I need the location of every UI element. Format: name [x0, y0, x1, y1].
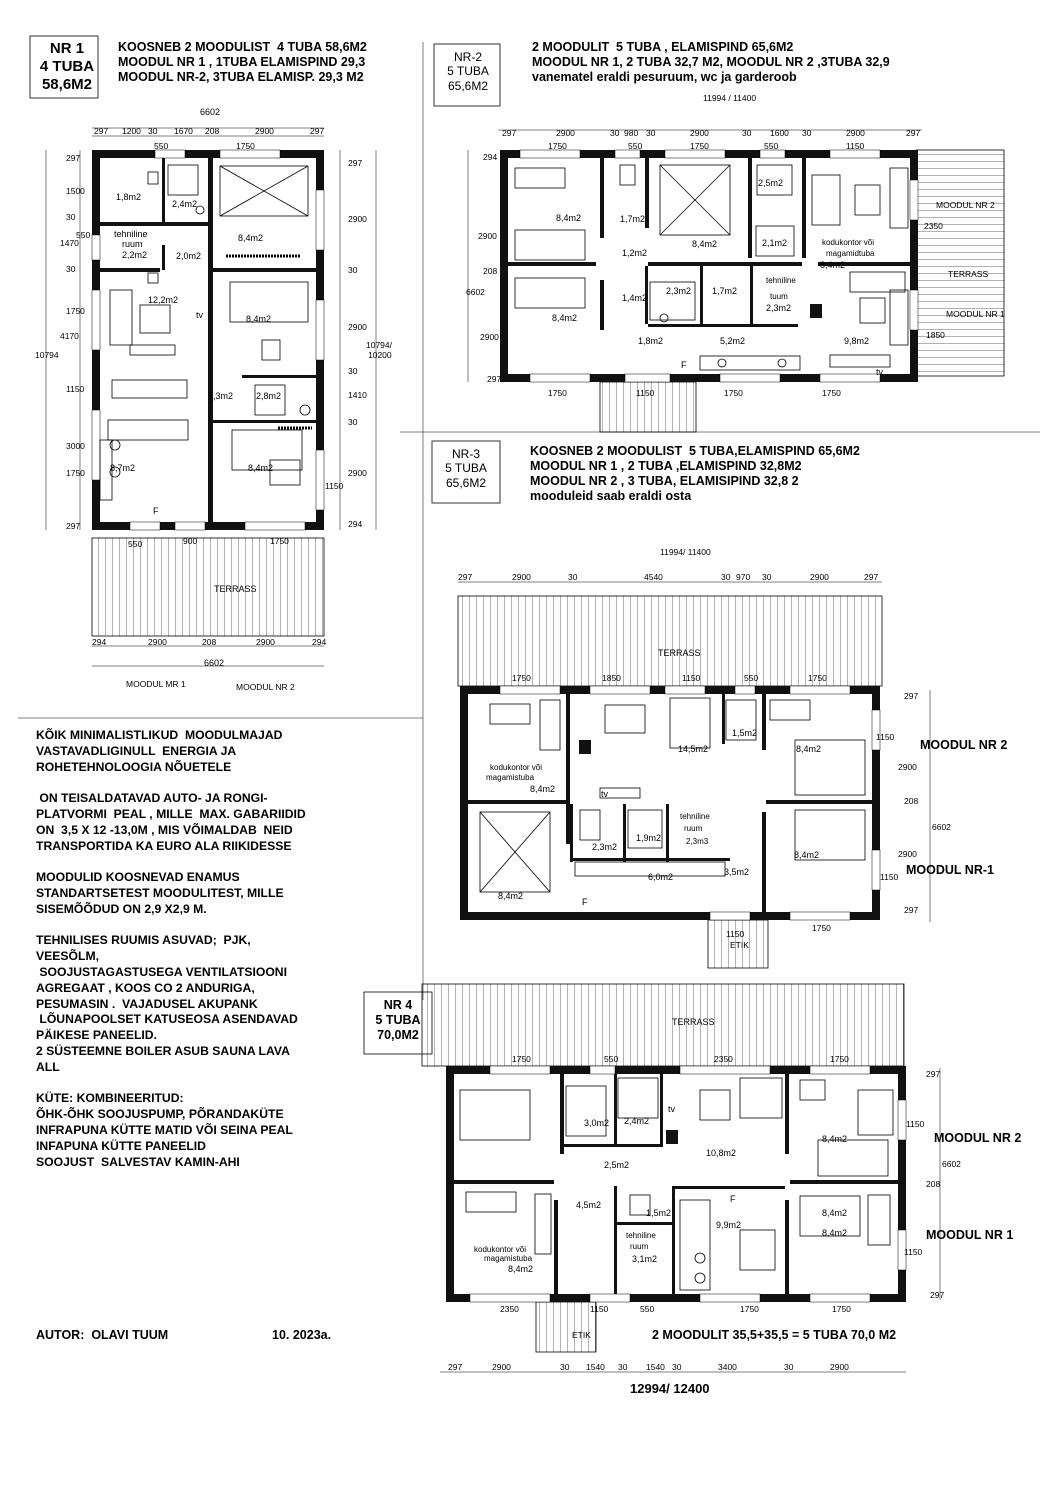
dimension-label: 297	[94, 126, 109, 136]
room-label: 1,8m2	[116, 192, 142, 202]
dimension-label: 2350	[924, 221, 943, 231]
room-label: 8,4m2	[498, 891, 524, 901]
dimension-label: 3000	[66, 441, 85, 451]
room-label: 8,4m2	[822, 1208, 848, 1218]
note-line: PÄIKESE PANEELID.	[36, 1028, 157, 1043]
dimension-label: 550	[604, 1054, 619, 1064]
dimension-label: 297	[458, 572, 473, 582]
room-label: magamidtuba	[826, 249, 875, 258]
dimension-label: 294	[483, 152, 498, 162]
notes-block	[36, 728, 306, 1170]
room-label: 2,5m2	[604, 1160, 630, 1170]
room-label: 8,4m2	[794, 850, 820, 860]
room-label: 2,8m2	[256, 391, 282, 401]
dimension-label: 297	[310, 126, 325, 136]
dimension-label: 2900	[846, 128, 865, 138]
dimension-label: 1750	[740, 1304, 759, 1314]
dimension-label: 1750	[822, 388, 841, 398]
dimension-label: 2900	[556, 128, 575, 138]
terrace-label: TERRASS	[672, 1017, 715, 1027]
dimension-label: 550	[764, 141, 779, 151]
room-label: F	[681, 360, 687, 370]
room-label: 1,5m2	[732, 728, 758, 738]
dimension-label: 1750	[808, 673, 827, 683]
room-label: tehniline	[114, 229, 148, 239]
room-label: 1,9m2	[636, 833, 662, 843]
room-label: 2,5m2	[758, 178, 784, 188]
module-label: MOODUL MR 1	[126, 679, 186, 689]
dimension-label: 1750	[66, 468, 85, 478]
room-label: kodukontor või	[490, 763, 543, 772]
dimension-label: 2900	[690, 128, 709, 138]
dimension-label: 10794/	[366, 340, 392, 350]
dimension-label: 30	[721, 572, 731, 582]
room-label: ruum	[122, 239, 143, 249]
room-label: 2,4m2	[172, 199, 198, 209]
note-line: AGREGAAT , KOOS CO 2 ANDURIGA,	[36, 980, 255, 995]
plan3-header-line: mooduleid saab eraldi osta	[530, 489, 692, 503]
total-dimension: 6602	[200, 107, 221, 117]
plan3-header	[530, 444, 860, 504]
plan2-header	[532, 40, 890, 85]
plan2-header-line: MOODUL NR 1, 2 TUBA 32,7 M2, MOODUL NR 2 ,3TUBA 32,9	[532, 55, 890, 69]
note-line: LÕUNAPOOLSET KATUSEOSA ASENDAVAD	[36, 1012, 298, 1027]
dimension-label: 1750	[832, 1304, 851, 1314]
dimension-label: 2900	[348, 322, 367, 332]
room-label: 3,5m2	[724, 867, 750, 877]
dimension-label: 1750	[236, 141, 255, 151]
dimension-label: 297	[66, 153, 81, 163]
dimension-label: 1470	[60, 238, 79, 248]
room-label: tv	[668, 1104, 676, 1114]
room-label: 8,4m2	[556, 213, 582, 223]
dimension-label: 3400	[718, 1362, 737, 1372]
dimension-label: 2900	[478, 231, 497, 241]
room-label: 8,4m2	[238, 233, 264, 243]
room-label: 1,3m2	[208, 391, 234, 401]
dimension-label: 1150	[876, 732, 895, 742]
note-line: ON 3,5 X 12 -13,0M , MIS VÕIMALDAB NEID	[36, 822, 293, 837]
dimension-label: 208	[202, 637, 217, 647]
dimension-label: 297	[906, 128, 921, 138]
note-line	[36, 775, 306, 791]
dimension-label: 6602	[942, 1159, 961, 1169]
dimension-label: 970	[736, 572, 751, 582]
room-label: F	[730, 1194, 736, 1204]
dimension-label: 1600	[770, 128, 789, 138]
dimension-label: 550	[154, 141, 169, 151]
dimension-label: 294	[312, 637, 327, 647]
module-label: MOODUL NR 2	[936, 200, 995, 210]
dimension-label: 30	[348, 366, 358, 376]
dimension-label: 980	[624, 128, 639, 138]
total-dimension: 11994/ 11400	[660, 547, 711, 557]
room-label: 9,9m2	[716, 1220, 742, 1230]
plan4-total-dimension: 12994/ 12400	[630, 1381, 710, 1396]
room-label: 2,1m2	[762, 238, 788, 248]
room-label: 8,4m2	[692, 239, 718, 249]
dimension-label: 4540	[644, 572, 663, 582]
dimension-label: 1200	[122, 126, 141, 136]
plan4-title-line: 70,0M2	[377, 1028, 419, 1042]
plan3-title-line: 5 TUBA	[445, 461, 487, 476]
dimension-label: 1750	[690, 141, 709, 151]
plan2-header-line: 2 MOODULIT 5 TUBA , ELAMISPIND 65,6M2	[532, 40, 794, 54]
plan1-header-line: KOOSNEB 2 MOODULIST 4 TUBA 58,6M2	[118, 40, 367, 54]
dimension-label: 1750	[512, 1054, 531, 1064]
dimension-label: 1150	[846, 141, 865, 151]
room-label: tv	[601, 789, 609, 799]
dimension-label: 1150	[906, 1119, 925, 1129]
room-label: F	[582, 897, 588, 907]
room-label: 8,4m2	[530, 784, 556, 794]
note-line: PLATVORMI PEAL , MILLE MAX. GABARIIDID	[36, 806, 306, 821]
note-line: SOOJUSTAGASTUSEGA VENTILATSIOONI	[36, 964, 287, 979]
room-label: 3,0m2	[584, 1118, 610, 1128]
plan2-title-line: NR-2	[453, 50, 482, 64]
room-label: magamistuba	[486, 773, 535, 782]
module-label: MOODUL NR 1	[926, 1228, 1014, 1242]
dimension-label: 550	[640, 1304, 655, 1314]
dimension-label: 2350	[714, 1054, 733, 1064]
note-line: VASTAVADLIGINULL ENERGIA JA	[36, 743, 237, 758]
dimension-label: 550	[628, 141, 643, 151]
room-label: 2,3m2	[766, 303, 792, 313]
terrace-label: TERRASS	[948, 269, 989, 279]
note-line: ALL	[36, 1059, 60, 1074]
dimension-label: 550	[76, 230, 91, 240]
room-label: 12,2m2	[148, 295, 179, 305]
plan2-title-line: 65,6M2	[447, 78, 489, 93]
dimension-label: 30	[672, 1362, 682, 1372]
dimension-label: 550	[128, 539, 143, 549]
room-label: magamistuba	[484, 1254, 533, 1263]
note-line: INFRAPUNA KÜTTE MATID VÕI SEINA PEAL	[36, 1122, 293, 1137]
room-label: 1,7m2	[712, 286, 738, 296]
plan4-summary: 2 MOODULIT 35,5+35,5 = 5 TUBA 70,0 M2	[652, 1328, 897, 1342]
dimension-label: 1150	[636, 388, 655, 398]
dimension-label: 1540	[646, 1362, 665, 1372]
dimension-label: 10794	[35, 350, 59, 360]
dimension-label: 2900	[512, 572, 531, 582]
note-line: KÜTE: KOMBINEERITUD:	[36, 1091, 184, 1106]
total-dimension: 6602	[204, 658, 225, 668]
dimension-label: 1750	[724, 388, 743, 398]
terrace-label: TERRASS	[214, 584, 257, 594]
dimension-label: 1750	[66, 306, 85, 316]
total-dimension: 11994 / 11400	[703, 93, 757, 103]
dimension-label: 1750	[830, 1054, 849, 1064]
room-label: tehniline	[680, 812, 710, 821]
dimension-label: 30	[802, 128, 812, 138]
room-label: 8,4m2	[822, 1228, 848, 1238]
dimension-label: 30	[348, 265, 358, 275]
dimension-label: 1150	[880, 872, 899, 882]
note-line: ÕHK-ÕHK SOOJUSPUMP, PÕRANDAKÜTE	[36, 1107, 284, 1122]
plan1-title-line: 58,6M2	[41, 76, 93, 93]
dimension-label: 30	[560, 1362, 570, 1372]
room-label: kodukontor või	[822, 238, 875, 247]
dimension-label: 6602	[466, 287, 485, 297]
dimension-label: 2900	[830, 1362, 849, 1372]
room-label: 9,8m2	[844, 336, 870, 346]
room-label: 8,4m2	[246, 314, 272, 324]
entrance-label: ETIK	[730, 940, 749, 950]
dimension-label: 1750	[270, 536, 289, 546]
plan1-title-line: NR 1	[49, 40, 85, 57]
module-label: MOODUL NR-1	[906, 863, 994, 877]
room-label: 3,1m2	[632, 1254, 658, 1264]
dimension-label: 1850	[926, 330, 945, 340]
note-line: SOOJUST SALVESTAV KAMIN-AHI	[36, 1154, 240, 1169]
plan3-title-line: NR-3	[451, 447, 480, 461]
dimension-label: 2900	[480, 332, 499, 342]
dimension-label: 30	[784, 1362, 794, 1372]
note-line: STANDARTSETEST MOODULITEST, MILLE	[36, 885, 284, 900]
dimension-label: 2900	[148, 637, 167, 647]
room-label: tehniline	[766, 276, 796, 285]
room-label: 8,4m2	[508, 1264, 534, 1274]
dimension-label: 6602	[932, 822, 951, 832]
dimension-label: 208	[205, 126, 220, 136]
dimension-label: 900	[183, 536, 198, 546]
room-label: 2,0m2	[176, 251, 202, 261]
dimension-label: 2900	[810, 572, 829, 582]
dimension-label: 2900	[898, 849, 917, 859]
room-label: ruum	[630, 1242, 649, 1251]
room-label: 4,5m2	[576, 1200, 602, 1210]
plan1-header	[118, 40, 367, 85]
plan2-header-line: vanematel eraldi pesuruum, wc ja garderoob	[532, 70, 797, 84]
module-label: MOODUL NR 1	[946, 309, 1005, 319]
dimension-label: 1750	[512, 673, 531, 683]
dimension-label: 1540	[586, 1362, 605, 1372]
dimension-label: 297	[904, 905, 919, 915]
dimension-label: 2900	[255, 126, 274, 136]
dimension-label: 30	[66, 212, 76, 222]
room-label: tv	[876, 367, 884, 377]
room-label: 8,4m2	[552, 313, 578, 323]
dimension-label: 297	[864, 572, 879, 582]
plan4-title-line: NR 4	[383, 998, 413, 1012]
room-label: kodukontor või	[474, 1245, 527, 1254]
dimension-label: 2900	[898, 762, 917, 772]
room-label: 8,4m2	[248, 463, 274, 473]
dimension-label: 1150	[325, 481, 344, 491]
dimension-label: 30	[148, 126, 158, 136]
room-label: F	[153, 506, 159, 516]
dimension-label: 208	[926, 1179, 941, 1189]
dimension-label: 1150	[682, 673, 701, 683]
plan2-title-line: 5 TUBA	[447, 64, 489, 79]
dimension-label: 2900	[348, 468, 367, 478]
plan1-title-line: 4 TUBA	[39, 58, 95, 75]
dimension-label: 1150	[904, 1247, 923, 1257]
dimension-label: 4170	[60, 331, 79, 341]
dimension-label: 2350	[500, 1304, 519, 1314]
room-label: 2,3m2	[592, 842, 618, 852]
dimension-label: 297	[926, 1069, 941, 1079]
room-label: 8,4m2	[796, 744, 822, 754]
dimension-label: 30	[66, 264, 76, 274]
dimension-label: 1150	[590, 1304, 609, 1314]
terrace-label: TERRASS	[658, 648, 701, 658]
note-line: TEHNILISES RUUMIS ASUVAD; PJK,	[36, 933, 251, 948]
room-label: 2,2m2	[122, 250, 148, 260]
plan2-title	[438, 50, 498, 93]
note-line	[36, 854, 306, 870]
note-line: MOODULID KOOSNEVAD ENAMUS	[36, 870, 240, 885]
plan4-title	[366, 998, 430, 1043]
dimension-label: 208	[483, 266, 498, 276]
dimension-label: 10200	[368, 350, 392, 360]
dimension-label: 2900	[492, 1362, 511, 1372]
room-label: 14,5m2	[678, 744, 709, 754]
dimension-label: 208	[904, 796, 919, 806]
room-label: 1,2m2	[622, 248, 648, 258]
dimension-label: 30	[618, 1362, 628, 1372]
note-line: VEESÕLM,	[36, 949, 99, 964]
room-label: 1,8m2	[638, 336, 664, 346]
entrance-label: ETIK	[572, 1330, 591, 1340]
dimension-label: 550	[744, 673, 759, 683]
dimension-label: 30	[742, 128, 752, 138]
plan3-title	[436, 447, 496, 490]
module-label: MOODUL NR 2	[934, 1131, 1022, 1145]
plan3-header-line: KOOSNEB 2 MOODULIST 5 TUBA,ELAMISPIND 65,6M2	[530, 444, 860, 458]
room-label: 1,4m2	[622, 293, 648, 303]
note-line: SISEMÕÕDUD ON 2,9 X2,9 M.	[36, 901, 207, 916]
note-line: TRANSPORTIDA KA EURO ALA RIIKIDESSE	[36, 838, 292, 853]
dimension-label: 30	[762, 572, 772, 582]
dimension-label: 1150	[66, 384, 85, 394]
dimension-label: 1750	[548, 141, 567, 151]
dimension-label: 297	[487, 374, 502, 384]
dimension-label: 294	[92, 637, 107, 647]
plan3-title-line: 65,6M2	[445, 475, 487, 490]
dimension-label: 1500	[66, 186, 85, 196]
note-line: PESUMASIN . VAJADUSEL AKUPANK	[36, 996, 258, 1011]
dimension-label: 297	[348, 158, 363, 168]
dimension-label: 1850	[602, 673, 621, 683]
plan2-floorplan	[468, 130, 1004, 432]
plan3-header-line: MOODUL NR 1 , 2 TUBA ,ELAMISPIND 32,8M2	[530, 459, 802, 473]
room-label: tuum	[770, 292, 788, 301]
dimension-label: 1750	[812, 923, 831, 933]
room-label: 2,4m2	[624, 1116, 650, 1126]
module-label: MOODUL NR 2	[236, 682, 295, 692]
author: AUTOR: OLAVI TUUM	[36, 1328, 169, 1342]
plan1-title	[38, 40, 96, 94]
note-line: ON TEISALDATAVAD AUTO- JA RONGI-	[36, 791, 268, 806]
dimension-label: 297	[448, 1362, 463, 1372]
room-label: 1,7m2	[620, 214, 646, 224]
dimension-label: 30	[348, 417, 358, 427]
dimension-label: 1670	[174, 126, 193, 136]
room-label: 8,7m2	[110, 463, 136, 473]
dimension-label: 1410	[348, 390, 367, 400]
dimension-label: 30	[646, 128, 656, 138]
dimension-label: 30	[568, 572, 578, 582]
plan3-header-line: MOODUL NR 2 , 3 TUBA, ELAMISIPIND 32,8 2	[530, 474, 799, 488]
module-label: MOODUL NR 2	[920, 738, 1008, 752]
room-label: ruum	[684, 824, 703, 833]
room-label: 1,5m2	[646, 1208, 672, 1218]
room-label: 6,0m2	[648, 872, 674, 882]
plan1-header-line: MOODUL NR-2, 3TUBA ELAMISP. 29,3 M2	[118, 70, 364, 84]
room-label: 2,3m3	[686, 837, 709, 846]
dimension-label: 1750	[548, 388, 567, 398]
room-label: 5,2m2	[720, 336, 746, 346]
dimension-label: 297	[502, 128, 517, 138]
dimension-label: 297	[930, 1290, 945, 1300]
room-label: 2,3m2	[666, 286, 692, 296]
note-line	[36, 918, 306, 934]
plan4-title-line: 5 TUBA	[375, 1013, 421, 1027]
room-label: tehniline	[626, 1231, 656, 1240]
note-line	[36, 1076, 306, 1092]
note-line: ROHETEHNOLOOGIA NÕUETELE	[36, 759, 232, 774]
room-label: 8,4m2	[820, 260, 846, 270]
plan1-header-line: MOODUL NR 1 , 1TUBA ELAMISPIND 29,3	[118, 55, 366, 69]
dimension-label: 294	[348, 519, 363, 529]
room-label: 10,8m2	[706, 1148, 737, 1158]
dimension-label: 297	[904, 691, 919, 701]
date: 10. 2023a.	[272, 1328, 332, 1342]
room-label: tv	[196, 310, 204, 320]
note-line: 2 SÜSTEEMNE BOILER ASUB SAUNA LAVA	[36, 1043, 290, 1058]
note-line: KÕIK MINIMALISTLIKUD MOODULMAJAD	[36, 728, 283, 742]
dimension-label: 30	[610, 128, 620, 138]
room-label: 8,4m2	[822, 1134, 848, 1144]
dimension-label: 297	[66, 521, 81, 531]
dimension-label: 2900	[348, 214, 367, 224]
dimension-label: 1150	[726, 929, 745, 939]
dimension-label: 2900	[256, 637, 275, 647]
note-line: INFAPUNA KÜTTE PANEELID	[36, 1138, 206, 1153]
